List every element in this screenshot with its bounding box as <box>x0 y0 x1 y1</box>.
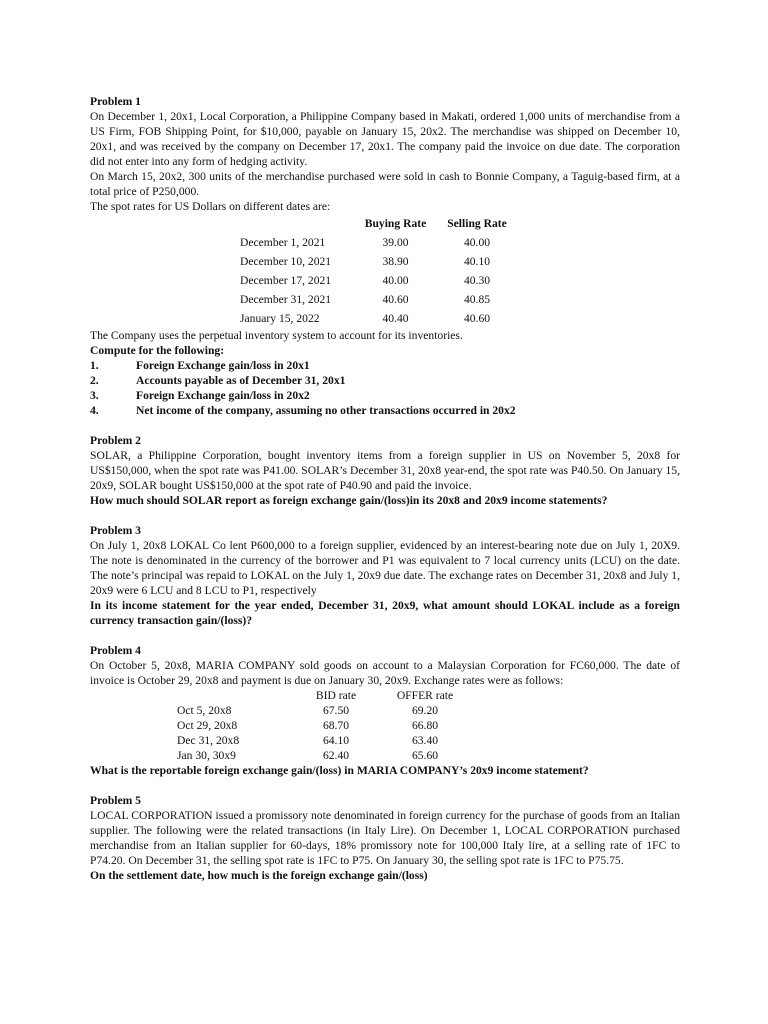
table-header-row <box>240 214 521 233</box>
table-cell-buying-rate: 40.40 <box>382 312 409 325</box>
table-cell-offer-rate: 69.20 <box>411 704 439 717</box>
problem-4 <box>90 643 680 778</box>
table-cell-selling-rate: 40.60 <box>463 312 491 325</box>
table-cell-date: Jan 30, 30x9 <box>177 749 236 762</box>
problem-3-body: On July 1, 20x8 LOKAL Co lent P600,000 to a foreign supplier, evidenced by an interest-bearing note due on July 1, 20X9. The note is denominated in the currency of the borrower and P1 was equivalent to 7 local currency units (LCU) on the date. The note’s principal was repaid to LOKAL on the July 1, 20x9 due date. The exchange rates on December 31, 20x8 and July 1, 20x9 were 6 LCU and 8 LCU to P1, respectively <box>90 539 680 597</box>
task-text: Net income of the company, assuming no other transactions occurred in 20x2 <box>136 404 516 417</box>
table-cell-offer-rate: 65.60 <box>411 749 439 762</box>
problem-1-intro: On December 1, 20x1, Local Corporation, a Philippine Company based in Makati, ordered 1,000 units of merchandise from a US Firm, FOB Shipping Point, for $10,000, payable on January 15, 20x2. The merchandise was shipped on December 10, 20x1, and was received by the company on December 17, 20x1. The company paid the invoice on due date. The corporation did not enter into any form of hedging activity. <box>90 110 680 168</box>
table-cell-offer-rate: 66.80 <box>411 719 439 732</box>
table-header-date <box>240 214 358 233</box>
table-row <box>177 718 465 733</box>
spot-rate-table <box>240 214 521 328</box>
table-cell-selling-rate: 40.00 <box>463 236 491 249</box>
table-cell-bid-rate: 64.10 <box>322 734 350 747</box>
table-cell-bid-rate: 67.50 <box>322 704 350 717</box>
table-cell-buying-rate: 39.00 <box>382 236 409 249</box>
task-item <box>90 403 680 418</box>
problem-1 <box>90 94 680 418</box>
problem-1-sale: On March 15, 20x2, 300 units of the merchandise purchased were sold in cash to Bonnie Company, a Taguig-based firm, at a total price of P250,000. <box>90 170 680 198</box>
task-text: Foreign Exchange gain/loss in 20x1 <box>136 359 310 372</box>
problem-2-body: SOLAR, a Philippine Corporation, bought inventory items from a foreign supplier in US on November 5, 20x8 for US$150,000, when the spot rate was P41.00. SOLAR’s December 31, 20x8 year-end, the spot rate was P40.50. On January 15, 20x9, SOLAR bought US$150,000 at the spot rate of P40.90 and paid the invoice. <box>90 449 680 492</box>
table-row <box>240 271 521 290</box>
problem-1-perpetual-note: The Company uses the perpetual inventory system to account for its inventories. <box>90 329 463 342</box>
task-text: Foreign Exchange gain/loss in 20x2 <box>136 389 310 402</box>
table-header-selling-rate: Selling Rate <box>447 217 507 230</box>
problem-2-heading: Problem 2 <box>90 434 141 447</box>
table-header-date <box>177 688 287 703</box>
table-row <box>240 309 521 328</box>
table-cell-date: Oct 29, 20x8 <box>177 719 238 732</box>
table-row <box>177 703 465 718</box>
table-header-offer-rate: OFFER rate <box>396 689 454 702</box>
table-cell-selling-rate: 40.85 <box>463 293 491 306</box>
table-cell-selling-rate: 40.10 <box>463 255 491 268</box>
task-item <box>90 373 680 388</box>
problem-3 <box>90 523 680 628</box>
table-row <box>240 290 521 309</box>
table-row <box>177 733 465 748</box>
problem-1-heading: Problem 1 <box>90 95 141 108</box>
task-text: Accounts payable as of December 31, 20x1 <box>136 374 346 387</box>
table-cell-bid-rate: 62.40 <box>322 749 350 762</box>
table-cell-buying-rate: 38.90 <box>382 255 409 268</box>
table-cell-buying-rate: 40.60 <box>382 293 409 306</box>
table-cell-buying-rate: 40.00 <box>382 274 409 287</box>
problem-3-heading: Problem 3 <box>90 524 141 537</box>
table-cell-date: December 31, 2021 <box>240 293 332 306</box>
exchange-rate-table <box>177 688 465 763</box>
problem-2-question: How much should SOLAR report as foreign exchange gain/(loss)in its 20x8 and 20x9 income statements? <box>90 494 608 507</box>
table-cell-selling-rate: 40.30 <box>463 274 491 287</box>
problem-4-question: What is the reportable foreign exchange gain/(loss) in MARIA COMPANY’s 20x9 income statement? <box>90 764 589 777</box>
table-cell-date: December 17, 2021 <box>240 274 332 287</box>
table-cell-date: Dec 31, 20x8 <box>177 734 240 747</box>
problem-1-rates-intro: The spot rates for US Dollars on different dates are: <box>90 200 331 213</box>
problem-4-body: On October 5, 20x8, MARIA COMPANY sold goods on account to a Malaysian Corporation for FC60,000. The date of invoice is October 29, 20x8 and payment is due on January 30, 20x9. Exchange rates were as follows: <box>90 659 680 687</box>
problem-1-compute-heading: Compute for the following: <box>90 344 225 357</box>
task-number: 1. <box>90 359 99 372</box>
table-cell-date: December 10, 2021 <box>240 255 332 268</box>
table-cell-date: December 1, 2021 <box>240 236 326 249</box>
problem-5-question: On the settlement date, how much is the foreign exchange gain/(loss) <box>90 869 428 882</box>
problem-5-heading: Problem 5 <box>90 794 141 807</box>
problem-4-heading: Problem 4 <box>90 644 141 657</box>
task-number: 3. <box>90 389 99 402</box>
table-cell-date: January 15, 2022 <box>240 312 320 325</box>
table-cell-bid-rate: 68.70 <box>322 719 350 732</box>
table-header-buying-rate: Buying Rate <box>364 217 427 230</box>
table-header-row <box>177 688 465 703</box>
table-row <box>240 233 521 252</box>
problem-5 <box>90 793 680 883</box>
problem-5-body: LOCAL CORPORATION issued a promissory note denominated in foreign currency for the purchase of goods from an Italian supplier. The following were the related transactions (in Italy Lire). On December 1, LOCAL CORPORATION purchased merchandise from an Italian supplier for 60-days, 18% promissory note for 100,000 Italy lire, at a selling rate of 1FC to P74.20. On December 31, the selling spot rate is 1FC to P75. On January 30, the selling spot rate is 1FC to P75.75. <box>90 809 680 867</box>
task-item <box>90 358 680 373</box>
document-content <box>90 94 680 898</box>
task-number: 2. <box>90 374 99 387</box>
table-header-bid-rate: BID rate <box>315 689 357 702</box>
table-cell-date: Oct 5, 20x8 <box>177 704 232 717</box>
table-cell-offer-rate: 63.40 <box>411 734 439 747</box>
problem-2 <box>90 433 680 508</box>
problem-3-question: In its income statement for the year ended, December 31, 20x9, what amount should LOKAL include as a foreign currency transaction gain/(loss)? <box>90 599 680 627</box>
task-number: 4. <box>90 404 99 417</box>
task-item <box>90 388 680 403</box>
table-row <box>177 748 465 763</box>
table-row <box>240 252 521 271</box>
